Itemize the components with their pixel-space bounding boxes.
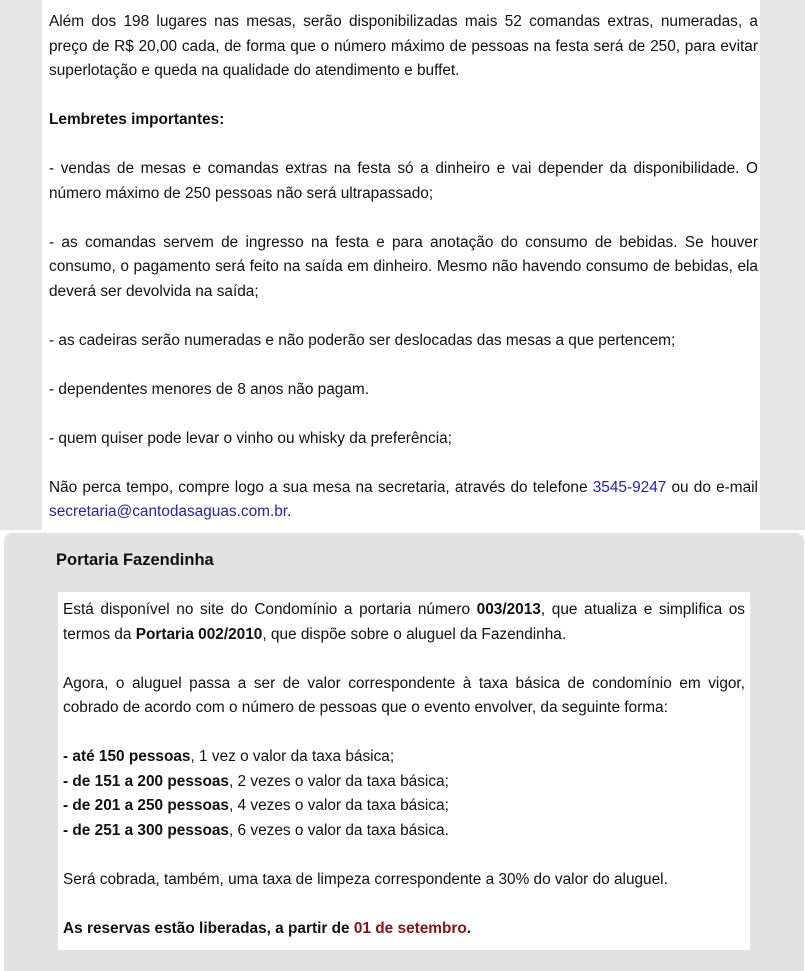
reminder-comandas: - as comandas servem de ingresso na festa e para anotação do consumo de bebidas. Se houver consumo, o pagamento será feito na saída em dinheiro. Mesmo não havendo consumo de bebidas, ela deverá ser devolvida na saída;	[49, 233, 758, 300]
tier-line: - de 251 a 300 pessoas, 6 vezes o valor da taxa básica.	[63, 821, 449, 839]
reminder-cash-only: - vendas de mesas e comandas extras na festa só a dinheiro e vai depender da disponibilidade. O número máximo de 250 pessoas não será ultrapassado;	[49, 160, 758, 202]
reminder-dependents: - dependentes menores de 8 anos não pagam.	[49, 380, 370, 398]
tier-line: - até 150 pessoas, 1 vez o valor da taxa básica;	[63, 748, 395, 765]
reminder-chairs: - as cadeiras serão numeradas e não poderão ser deslocadas das mesas a que pertencem;	[49, 331, 676, 349]
tier-line: - de 151 a 200 pessoas, 2 vezes o valor da taxa básica;	[63, 772, 449, 790]
box-body	[58, 592, 750, 950]
phone-link[interactable]: 3545-9247	[592, 478, 667, 496]
portaria-paragraph-rent: Agora, o aluguel passa a ser de valor correspondente à taxa básica de condomínio em vigor, cobrado de acordo com o número de pessoas que o evento envolver, da seguinte forma:	[63, 674, 745, 716]
reservations-paragraph: As reservas estão liberadas, a partir de 01 de setembro.	[63, 919, 472, 937]
portaria-paragraph-intro: Está disponível no site do Condomínio a portaria número 003/2013, que atualiza e simplifica os termos da Portaria 002/2010, que dispõe sobre o aluguel da Fazendinha.	[63, 601, 746, 643]
box-title: Portaria Fazendinha	[56, 551, 214, 569]
reminder-wine: - quem quiser pode levar o vinho ou whisky da preferência;	[49, 429, 452, 447]
news-article-festa	[42, 0, 760, 530]
tier-line: - de 201 a 250 pessoas, 4 vezes o valor da taxa básica;	[63, 797, 449, 814]
reminders-heading: Lembretes importantes:	[49, 111, 225, 128]
article-paragraph-seats: Além dos 198 lugares nas mesas, serão disponibilizadas mais 52 comandas extras, numeradas, a preço de R$ 20,00 cada, de forma que o número máximo de pessoas na festa será de 250, para evitar superlotação e queda na qualidade do atendimento e buffet.	[49, 13, 758, 79]
cleaning-fee-paragraph: Será cobrada, também, uma taxa de limpeza correspondente a 30% do valor do aluguel.	[63, 870, 668, 888]
reservation-date: 01 de setembro	[353, 919, 467, 937]
closing-paragraph: Não perca tempo, compre logo a sua mesa na secretaria, através do telefone 3545-9247 ou do e-mail secretaria@cantodasaguas.com.br.	[49, 478, 758, 520]
email-link[interactable]: secretaria@cantodasaguas.com.br	[49, 503, 288, 520]
portaria-fazendinha-box	[4, 533, 804, 971]
